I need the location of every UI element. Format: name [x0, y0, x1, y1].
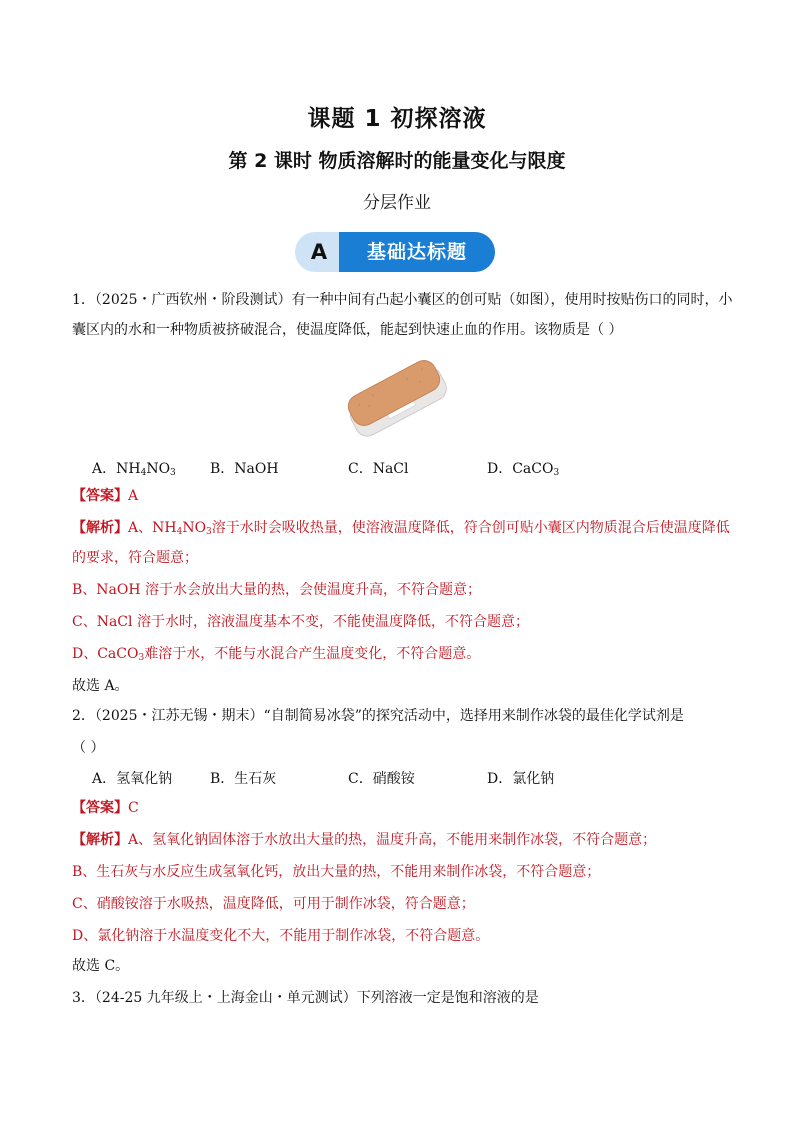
- q2-analysis-a: 【解析】A、氢氧化钠固体溶于水放出大量的热，温度升高，不能用来制作冰袋，不符合题意；: [72, 832, 657, 848]
- q1-option-d: D．CaCO$_3$: [487, 461, 560, 478]
- q2-stem-line1: 2．（2025・江苏无锡・期末）“自制简易冰袋”的探究活动中，选择用来制作冰袋的最佳化学试剂是: [72, 708, 684, 724]
- lesson-subtitle: 第 2 课时 物质溶解时的能量变化与限度: [228, 150, 566, 172]
- q2-option-b: B．生石灰: [210, 771, 277, 787]
- q1-analysis-d: D、CaCO$_3$难溶于水，不能与水混合产生温度变化，不符合题意。: [72, 646, 481, 663]
- q1-option-c: C．NaCl: [348, 461, 409, 477]
- q2-analysis-c: C、硝酸铵溶于水吸热，温度降低，可用于制作冰袋，符合题意；: [72, 896, 475, 912]
- q2-stem-line2: （ ）: [72, 740, 105, 756]
- q2-analysis-b: B、生石灰与水反应生成氢氧化钙，放出大量的热，不能用来制作冰袋，不符合题意；: [72, 864, 601, 880]
- q1-analysis-a: 【解析】A、$NH_4NO_3$溶于水时会吸收热量，使溶液温度降低，符合创可贴小囊区内物质混合后使温度降低: [72, 520, 730, 537]
- q1-analysis-c: C、NaCl 溶于水时，溶液温度基本不变，不能使温度降低，不符合题意；: [72, 614, 529, 630]
- q2-answer: 【答案】C: [72, 800, 139, 816]
- banner-letter: A: [310, 240, 328, 264]
- banner-label: 基础达标题: [339, 232, 495, 272]
- section-label: 分层作业: [363, 193, 431, 213]
- page-title: 课题 1 初探溶液: [307, 106, 487, 132]
- q2-analysis-d: D、氯化钠溶于水温度变化不大，不能用于制作冰袋，不符合题意。: [72, 928, 490, 944]
- q2-option-a: A．氢氧化钠: [92, 771, 173, 787]
- q2-option-d: D．氯化钠: [487, 771, 555, 787]
- bandage-image: [342, 355, 454, 447]
- q1-analysis-a-cont: 的要求，符合题意；: [72, 550, 198, 566]
- q1-option-a: A．$NH_4NO_3$: [92, 461, 176, 478]
- q1-stem-line1: 1．（2025・广西钦州・阶段测试）有一种中间有凸起小囊区的创可贴（如图），使用时按贴伤口的同时，小: [72, 292, 733, 308]
- q2-conclusion: 故选 C。: [72, 958, 130, 974]
- q2-option-c: C．硝酸铵: [348, 771, 415, 787]
- q1-stem-line2: 囊区内的水和一种物质被挤破混合，使温度降低，能起到快速止血的作用。该物质是（ ）: [72, 322, 623, 338]
- q1-analysis-b: B、NaOH 溶于水会放出大量的热，会使温度升高，不符合题意；: [72, 582, 482, 598]
- q3-stem-line1: 3．（24-25 九年级上・上海金山・单元测试）下列溶液一定是饱和溶液的是: [72, 990, 539, 1006]
- q1-conclusion: 故选 A。: [72, 678, 129, 694]
- q1-option-b: B．NaOH: [210, 461, 279, 477]
- q1-answer: 【答案】A: [72, 488, 139, 504]
- level-banner: [295, 232, 495, 272]
